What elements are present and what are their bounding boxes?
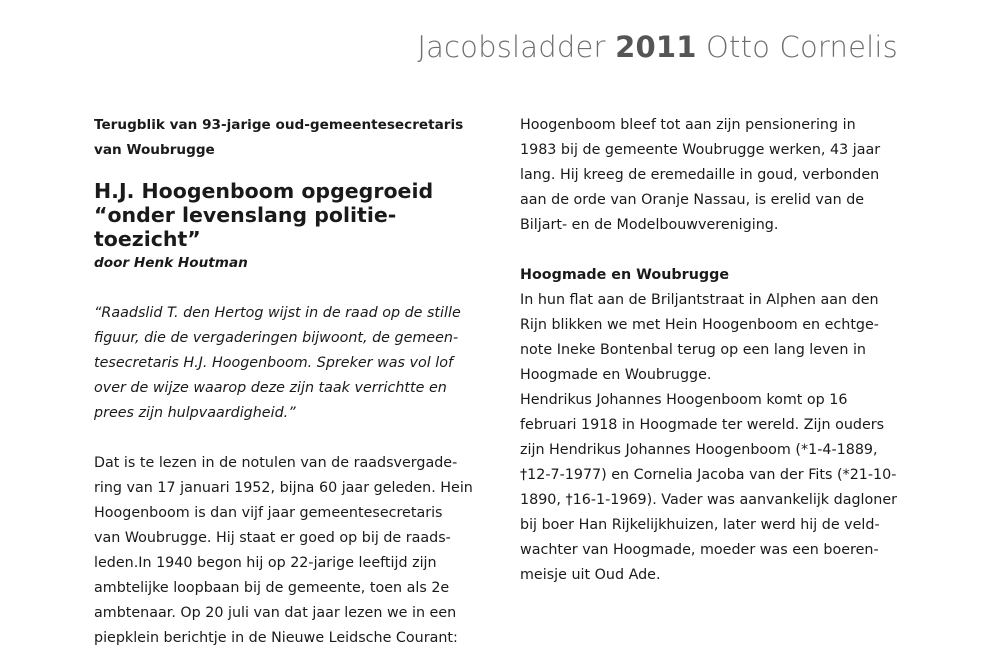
header-author: Otto Cornelis — [706, 30, 898, 64]
body-line: In hun flat aan de Briljantstraat in Alphen aan den — [520, 292, 879, 308]
body-line: †12-7-1977) en Cornelia Jacoba van der Fits (*21-10- — [520, 467, 897, 483]
body-line: ring van 17 januari 1952, bijna 60 jaar geleden. Hein — [94, 480, 473, 496]
body-line: Hoogmade en Woubrugge. — [520, 367, 712, 383]
header-year: 2011 — [615, 30, 697, 64]
body-line: note Ineke Bontenbal terug op een lang leven in — [520, 342, 866, 358]
page-header — [417, 30, 898, 64]
kicker-line: van Woubrugge — [94, 142, 215, 158]
body-line: meisje uit Oud Ade. — [520, 567, 661, 583]
body-line: Dat is te lezen in de notulen van de raadsvergade- — [94, 455, 458, 471]
body-line: lang. Hij kreeg de eremedaille in goud, verbonden — [520, 167, 880, 183]
quote-line: tesecretaris H.J. Hoogenboom. Spreker was vol lof — [94, 355, 453, 371]
article-quote — [94, 301, 474, 426]
right-column — [520, 113, 905, 588]
body-line: bij boer Han Rijkelijkhuizen, later werd hij de veld- — [520, 517, 880, 533]
body-line: Hendrikus Johannes Hoogenboom komt op 16 — [520, 392, 848, 408]
body-line: Hoogenboom bleef tot aan zijn pensionering in — [520, 117, 856, 133]
body-line: februari 1918 in Hoogmade ter wereld. Zijn ouders — [520, 417, 885, 433]
article-kicker — [94, 113, 474, 163]
body-line: piepklein berichtje in de Nieuwe Leidsche Courant: — [94, 630, 458, 646]
body-paragraph-right-2 — [520, 288, 905, 588]
left-column — [94, 113, 474, 651]
body-paragraph-left — [94, 451, 474, 651]
body-line: aan de orde van Oranje Nassau, is erelid van de — [520, 192, 865, 208]
kicker-line: Terugblik van 93-jarige oud-gemeentesecretaris — [94, 117, 464, 133]
body-line: wachter van Hoogmade, moeder was een boeren- — [520, 542, 879, 558]
headline-line: H.J. Hoogenboom opgegroeid — [94, 179, 434, 203]
quote-line: over de wijze waarop deze zijn taak verrichtte en — [94, 380, 447, 396]
body-line: Biljart- en de Modelbouwvereniging. — [520, 217, 779, 233]
body-line: 1983 bij de gemeente Woubrugge werken, 43 jaar — [520, 142, 881, 158]
body-line: Rijn blikken we met Hein Hoogenboom en echtge- — [520, 317, 879, 333]
quote-line: figuur, die de vergaderingen bijwoont, de gemeen- — [94, 330, 459, 346]
body-line: ambtenaar. Op 20 juli van dat jaar lezen we in een — [94, 605, 457, 621]
headline-line: toezicht” — [94, 227, 201, 251]
article-byline: door Henk Houtman — [94, 255, 248, 271]
quote-line: prees zijn hulpvaardigheid.” — [94, 405, 296, 421]
body-paragraph-right-1 — [520, 113, 905, 238]
section-subheading: Hoogmade en Woubrugge — [520, 267, 730, 283]
body-line: zijn Hendrikus Johannes Hoogenboom (*1-4-1889, — [520, 442, 878, 458]
headline-line: “onder levenslang politie- — [94, 203, 397, 227]
body-line: leden.In 1940 begon hij op 22-jarige leeftijd zijn — [94, 555, 437, 571]
body-line: Hoogenboom is dan vijf jaar gemeentesecretaris — [94, 505, 443, 521]
quote-line: “Raadslid T. den Hertog wijst in de raad op de stille — [94, 305, 461, 321]
article-headline — [94, 179, 474, 251]
header-title: Jacobsladder — [417, 30, 606, 64]
body-line: van Woubrugge. Hij staat er goed op bij de raads- — [94, 530, 451, 546]
body-line: ambtelijke loopbaan bij de gemeente, toen als 2e — [94, 580, 450, 596]
body-line: 1890, †16-1-1969). Vader was aanvankelijk dagloner — [520, 492, 897, 508]
